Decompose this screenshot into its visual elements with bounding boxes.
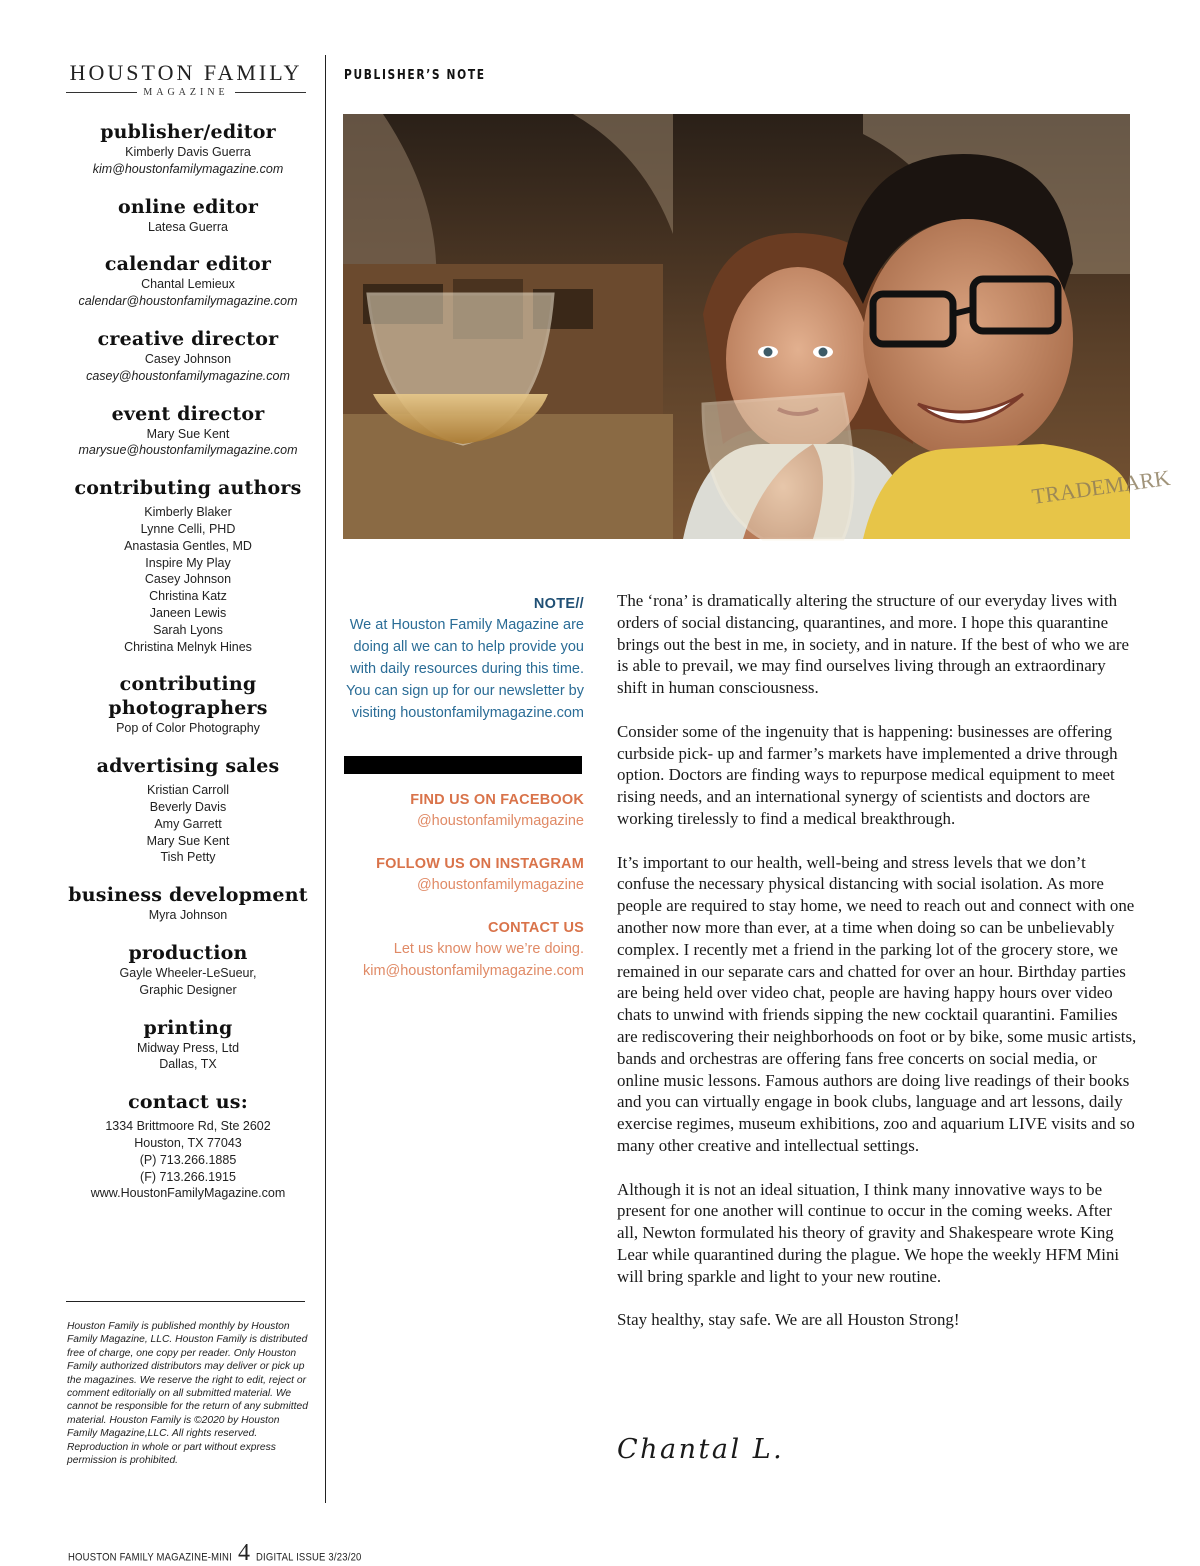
staff-name: (P) 713.266.1885 (139, 1152, 237, 1167)
staff-name: Mary Sue Kent (146, 426, 230, 441)
staff-role-heading: business development (68, 884, 308, 907)
social-block (340, 918, 584, 982)
column-divider (325, 55, 326, 1503)
staff-name: Inspire My Play (145, 555, 231, 570)
masthead-title: HOUSTON FAMILY (69, 60, 303, 85)
staff-group (64, 672, 312, 737)
social-heading[interactable]: CONTACT US (488, 920, 584, 936)
footer-publication: HOUSTON FAMILY MAGAZINE-MINI (68, 1551, 232, 1564)
social-heading[interactable]: FIND US ON FACEBOOK (410, 792, 584, 808)
staff-name: Graphic Designer (139, 982, 237, 997)
social-block (340, 854, 584, 896)
staff-group (64, 327, 312, 385)
publisher-letter (617, 590, 1137, 1353)
publisher-photo (343, 114, 1172, 539)
note-box (340, 594, 584, 724)
divider (235, 92, 306, 93)
masthead-subtitle-row (66, 87, 306, 98)
staff-group (64, 402, 312, 460)
shirt-print-text: TRADEMARK (1030, 464, 1172, 509)
staff-directory (64, 120, 312, 1219)
social-link[interactable]: Let us know how we’re doing. (393, 941, 584, 957)
staff-group (64, 252, 312, 310)
staff-name: Chantal Lemieux (141, 277, 235, 292)
letter-paragraph: Stay healthy, stay safe. We are all Houston Strong! (617, 1310, 960, 1330)
page-number: 4 (237, 1540, 250, 1566)
staff-role-heading: event director (111, 402, 265, 425)
note-heading: NOTE// (533, 596, 584, 612)
staff-group (64, 754, 312, 866)
divider-bar (344, 756, 582, 774)
staff-name: 1334 Brittmoore Rd, Ste 2602 (105, 1119, 271, 1134)
staff-group (64, 120, 312, 178)
divider (66, 1301, 305, 1302)
staff-name: Beverly Davis (149, 799, 227, 814)
staff-name: Casey Johnson (144, 351, 232, 366)
staff-name: Lynne Celli, PHD (140, 521, 236, 536)
social-link[interactable]: @houstonfamilymagazine (416, 813, 584, 829)
staff-name: Amy Garrett (154, 816, 222, 831)
staff-name: Christina Katz (149, 589, 227, 604)
staff-name: Tish Petty (160, 850, 216, 865)
letter-paragraph: It’s important to our health, well-being and stress levels that we don’t confuse the necessary physical distancing with social isolation. As more people are required to stay home, we need to reach out and connect with one another now more than ever, at a time when doing so can be unbelievably complex. I recently met a friend in the parking lot of the grocery store, we remained in our separate cars and chatted for over an hour. Birthday parties are being held over video chat, people are having happy hours over video chats to unwind with friends sipping the new cocktail quarantini. Families are rediscovering their neighborhoods on foot or by bike, some music artists, bands and orchestras are offering fans free concerts on social media, or online music lessons. Famous authors are doing live readings of their books and you can virtually engage in book clubs, language and art lessons, daily exercise regimes, museum exhibitions, zoo and aquarium LIVE visits and so many other creative and intellectual settings. (617, 852, 1137, 1155)
staff-role-heading: creative director (97, 327, 279, 350)
staff-group (64, 476, 312, 655)
divider (66, 92, 137, 93)
staff-email-link[interactable]: calendar@houstonfamilymagazine.com (78, 294, 298, 309)
staff-group (64, 195, 312, 236)
staff-group (64, 1016, 312, 1074)
staff-name: Christina Melnyk Hines (124, 639, 252, 654)
note-body: We at Houston Family Magazine are doing all we can to help provide you with daily resources during this time. You can sign up for our newsletter by visiting houstonfamilymagazine.com (345, 617, 584, 721)
social-link[interactable]: kim@houstonfamilymagazine.com (362, 963, 584, 979)
staff-name: Mary Sue Kent (146, 833, 230, 848)
masthead-subtitle: MAGAZINE (143, 87, 229, 98)
staff-name: Janeen Lewis (149, 605, 227, 620)
staff-role-heading: contact us: (128, 1091, 248, 1114)
letter-paragraph: Consider some of the ingenuity that is happening: businesses are offering curbside pick- up and farmer’s markets have implemented a drive through option. Doctors are finding ways to repurpose medical equipment to meet rising needs, and an international synergy of scientists and doctors are working tirelessly to find a medical breakthrough. (617, 721, 1118, 828)
staff-name: Kimberly Davis Guerra (125, 145, 251, 159)
selfie-illustration (343, 114, 1172, 539)
staff-name: (F) 713.266.1915 (140, 1169, 236, 1184)
page-footer (68, 1540, 362, 1566)
staff-name: Dallas, TX (159, 1057, 217, 1072)
staff-name: Anastasia Gentles, MD (124, 538, 252, 553)
staff-email-link[interactable]: casey@houstonfamilymagazine.com (86, 368, 290, 383)
social-heading[interactable]: FOLLOW US ON INSTAGRAM (376, 856, 584, 872)
staff-name: Kimberly Blaker (144, 505, 232, 520)
social-link[interactable]: @houstonfamilymagazine (416, 877, 584, 893)
staff-group (64, 1090, 312, 1202)
staff-role-heading: calendar editor (104, 253, 272, 276)
staff-name: Houston, TX 77043 (134, 1135, 242, 1150)
section-label: PUBLISHER’S NOTE (344, 68, 486, 83)
staff-role-heading: online editor (117, 195, 259, 218)
staff-name: Casey Johnson (144, 572, 232, 587)
staff-role-heading: printing (143, 1016, 233, 1039)
masthead-logo (66, 60, 306, 98)
staff-name: Pop of Color Photography (116, 721, 260, 736)
signature: Chantal L. (617, 1434, 785, 1465)
staff-name: Midway Press, Ltd (136, 1040, 240, 1055)
staff-role-heading: production (128, 941, 248, 964)
staff-role-heading: advertising sales (96, 755, 280, 778)
publication-disclaimer: Houston Family is published monthly by Houston Family Magazine, LLC. Houston Family is distributed free of charge, one copy per reader. Only Houston Family authorized distributors may deliver or pick up the magazines. We reserve the right to edit, reject or comment editorially on all submitted material. We cannot be responsible for the return of any submitted material. Houston Family is ©2020 by Houston Family Magazine,LLC. All rights reserved. Reproduction in whole or part without express permission is prohibited. (67, 1321, 308, 1467)
staff-name: www.HoustonFamilyMagazine.com (90, 1186, 286, 1201)
staff-name: Latesa Guerra (148, 219, 228, 234)
staff-name: Myra Johnson (148, 908, 228, 923)
social-links (340, 790, 584, 1004)
footer-issue: DIGITAL ISSUE 3/23/20 (255, 1551, 362, 1564)
staff-role-heading: contributing authors (74, 477, 302, 500)
staff-name: Sarah Lyons (153, 622, 223, 637)
staff-group (64, 941, 312, 999)
letter-paragraph: Although it is not an ideal situation, I think many innovative ways to be present for one another will continue to occur in the coming weeks. After all, Newton formulated his theory of gravity and Shakespeare wrote King Lear while quarantined during the plague. We hope the weekly HFM Mini will bring sparkle and light to your new routine. (617, 1179, 1120, 1286)
staff-email-link[interactable]: marysue@houstonfamilymagazine.com (78, 443, 298, 458)
staff-role-heading: contributing photographers (108, 673, 268, 720)
staff-email-link[interactable]: kim@houstonfamilymagazine.com (92, 161, 284, 176)
letter-paragraph: The ‘rona’ is dramatically altering the structure of our everyday lives with orders of social distancing, quarantines, and more. I hope this quarantine brings out the best in me, in society, and in nature. If the best of who we are is able to prevail, we may find ourselves living through an extraordinary shift in human consciousness. (617, 591, 1130, 698)
staff-role-heading: publisher/editor (100, 121, 276, 143)
staff-name: Gayle Wheeler-LeSueur, (119, 965, 257, 980)
staff-group (64, 883, 312, 924)
social-block (340, 790, 584, 832)
staff-name: Kristian Carroll (147, 783, 229, 798)
